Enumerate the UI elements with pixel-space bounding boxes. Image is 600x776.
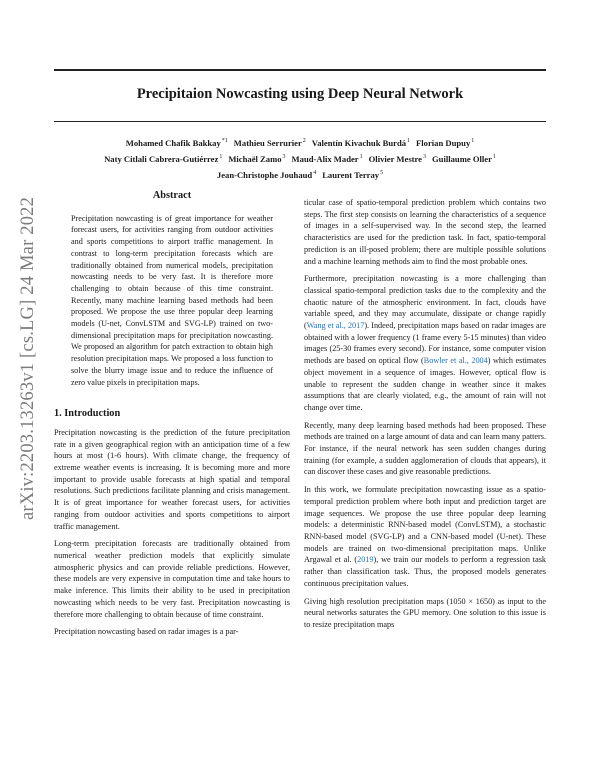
author-line [54,150,546,166]
intro-paragraph-1: Precipitation nowcasting is the prediction of the future precipitation rate in a given geographical region with an anticipation time of a few hours at most (1-6 hours). With climate change, the frequency of extreme weather events is increasing. It is becoming more and more important to provide usable forecasts at high spatial and temporal resolutions. Such predictions facilitate planning and crisis management. It is of great importance for weather forecast users, for activities ranging from outdoor activities and sports competitions to airport traffic management. [54,427,290,531]
abstract-heading: Abstract [152,190,192,201]
title-top-rule [54,69,546,71]
author-name [369,154,426,164]
author-name [126,138,228,148]
author-line [54,166,546,182]
author-affiliation-mark: 1 [492,153,496,160]
paragraph-text: In this work, we formulate precipitation nowcasting issue as a spatio-temporal prediction problem where both input and prediction target are image sequences. We propose the use three popular deep learning models: a deterministic RNN-based model (ConvLSTM), a stochastic RNN-based model (SVG-LP) and a CNN-based model (U-net). These models are trained on two-dimensional precipitation maps. Unlike Argawal et al. ( [304,485,546,565]
paragraph-text: Furthermore, precipitation nowcasting is a more challenging than classical spatio-temporal prediction tasks due to the complexity and the chaotic nature of the atmospheric environment. In fact, clouds have variable speed, and they may accumulate, dissipate or change rapidly ( [304,274,546,331]
paragraph-text: ), we train our models to perform a regression task rather than classification task. Thus, the proposed models generates continuous precipitation values. [304,555,546,588]
author-name [322,170,383,180]
author-affiliation-mark: 1 [359,153,363,160]
author-name [292,154,363,164]
author-line [54,134,546,150]
author-name-text: Valentín Kivachuk Burdá [311,137,407,148]
author-name-text: Olivier Mestre [368,153,422,164]
author-name [217,170,316,180]
author-name-text: Guillaume Oller [432,153,492,164]
abstract-text: Precipitation nowcasting is of great importance for weather forecast users, for activities ranging from outdoor activities and sports competitions to airport traffic management. In contrast to long-term precipitation forecasts which are traditionally obtained from numerical models, precipitation nowcasting needs to be very fast. It is therefore more challenging to obtain because of this time constraint. Recently, many machine learning based methods had been proposed. We propose the use three popular deep learning models (U-net, ConvLSTM and SVG-LP) trained on two-dimensional precipitation maps for precipitation nowcasting. We proposed an algorithm for patch extraction to obtain high resolution precipitation maps. We proposed a loss function to solve the blurry image issue and to reduce the influence of zero value pixels in precipitation maps. [71,213,273,387]
author-name [312,138,410,148]
citation-link[interactable]: Bowler et al., 2004 [423,356,488,366]
author-name-text: Mathieu Serrurier [233,137,302,148]
author-name [416,138,474,148]
arxiv-identifier[interactable]: arXiv:2203.13263v1 [cs.LG] 24 Mar 2022 [18,196,38,520]
author-list [54,134,546,182]
citation-link[interactable]: Wang et al., 2017 [306,321,365,331]
author-name [432,154,496,164]
citation-link[interactable]: 2019 [357,555,374,565]
author-name-text: Jean-Christophe Jouhaud [216,169,313,180]
author-name-text: Michaël Zamo [228,153,282,164]
right-paragraph-1: ticular case of spatio-temporal prediction problem which contains two steps. The first step consists on learning the characteristics of a sequence of images in a self-supervised way. In the second step, the learned characteristics are used for the prediction task. In fact, spatio-temporal prediction is an ill-posed problem; there are multiple possible solutions and a machine learning methods aim to find the most probable ones. [304,198,546,266]
title-bottom-rule [54,121,546,122]
paper-title: Precipitaion Nowcasting using Deep Neural Network [136,86,464,102]
intro-paragraph-3: Precipitation nowcasting based on radar images is a par- [54,627,239,637]
author-affiliation-mark: 1 [407,138,411,144]
author-name-text: Florian Dupuy [416,137,471,148]
right-column [304,197,546,637]
author-name [228,154,285,164]
author-name-text: Maud-Alix Mader [291,153,359,164]
left-column [54,190,290,644]
right-paragraph-5: Giving high resolution precipitation maps (1050 × 1650) as input to the neural networks saturates the GPU memory. One solution to this issue is to resize precipitation maps [304,596,546,629]
author-affiliation-mark: 5 [380,169,384,176]
author-affiliation-mark: 3 [282,153,286,160]
right-paragraph-3: Recently, many deep learning based methods had been proposed. These methods are trained on a large amount of data and can learn many patters. For instance, if the neural network has seen sudden changes during training (for example, a sudden agglomeration of clouds that appears), it can discover these cases and give reasonable predictions. [304,420,546,477]
paragraph-text: ). Indeed, precipitation maps based on radar images are obtained with a lower frequency (1 frame every 5-15 minutes) than video images (25-30 frames every second). For instance, some computer vision methods are based on optical flow ( [304,321,546,366]
author-name-text: Laurent Terray [322,169,380,180]
author-name [104,154,222,164]
section-heading-introduction: 1. Introduction [54,408,121,420]
author-name-text: Naty Citlali Cabrera-Gutiérrez [104,153,219,164]
author-affiliation-mark: 1 [219,153,223,160]
right-paragraph-2 [304,273,546,413]
author-name [234,138,306,148]
author-affiliation-mark: *1 [221,138,228,144]
author-affiliation-mark: 3 [423,153,426,160]
author-affiliation-mark: 2 [302,138,306,144]
intro-paragraph-2: Long-term precipitation forecasts are traditionally obtained from numerical weather prediction models that explicitly simulate atmospheric physics and can provide reliable predictions. However, these models are very expensive in computation time and take hours to make inference. This limits their ability to be used in precipitation nowcasting which needs to be very fast. Precipitation nowcasting is therefore more challenging to obtain because of time constraint. [54,539,290,619]
paragraph-text: ) which estimates object movement in a sequence of images. However, optical flow is unable to represent the sudden change in weather since it makes assumptions that are clearly violated, e.g., the amount of rain will not change over time. [304,356,547,412]
right-paragraph-4 [304,484,546,589]
author-affiliation-mark: 1 [471,138,475,144]
author-affiliation-mark: 4 [313,169,317,176]
author-name-text: Mohamed Chafik Bakkay [125,137,221,148]
